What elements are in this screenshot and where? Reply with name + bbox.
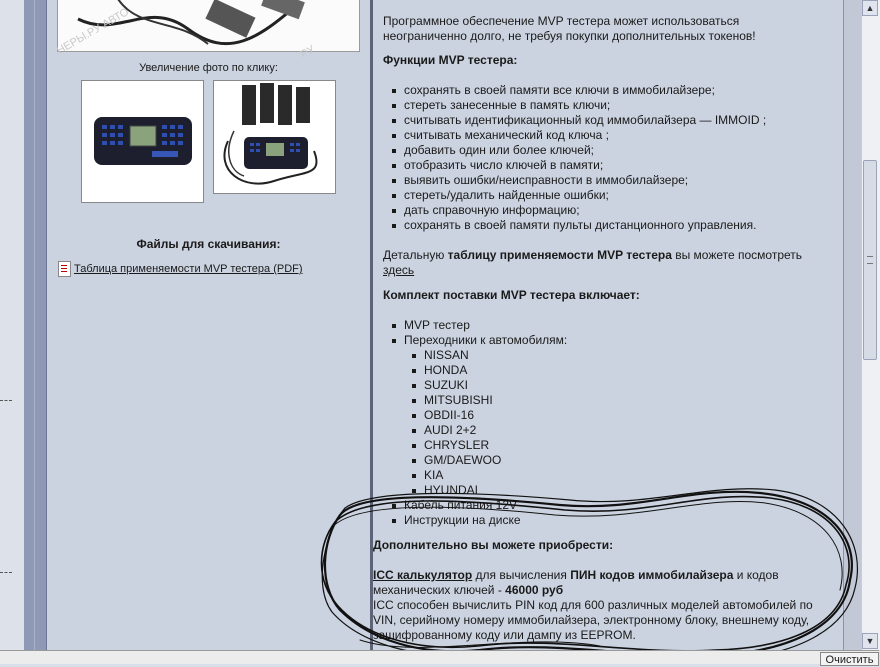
applicability-text-bold: таблицу применяемости MVP тестера	[447, 248, 672, 262]
product-photo-main[interactable]	[54, 0, 360, 61]
list-item: CHRYSLER	[383, 438, 838, 453]
kit-title: Комплект поставки MVP тестера включает:	[383, 288, 640, 302]
list-item: MVP тестер	[383, 318, 838, 333]
list-item: сохранять в своей памяти все ключи в иммобилайзере;	[383, 83, 838, 98]
photo-caption: Увеличение фото по клику:	[139, 62, 278, 74]
list-item: HONDA	[383, 363, 838, 378]
intro-paragraph	[383, 14, 838, 44]
list-item: стереть/удалить найденные ошибки;	[383, 188, 838, 203]
icc-description-line: VIN, серийному номеру иммобилайзера, электронному блоку, внешнему коду,	[373, 613, 810, 627]
product-thumbnail-1[interactable]	[81, 80, 204, 203]
icc-paragraph	[373, 568, 838, 643]
list-item: дать справочную информацию;	[383, 203, 838, 218]
page-margin	[0, 0, 24, 650]
tester-device-image	[82, 81, 203, 202]
svg-text:РУ: РУ	[298, 43, 317, 61]
list-item: NISSAN	[383, 348, 838, 363]
kit-list	[383, 318, 838, 528]
intro-line-1: Программное обеспечение MVP тестера может использоваться	[383, 14, 740, 28]
list-item: добавить один или более ключей;	[383, 143, 838, 158]
list-item: считывать механический код ключа ;	[383, 128, 838, 143]
icc-calculator-link[interactable]: ICC калькулятор	[373, 568, 473, 582]
list-item: AUDI 2+2	[383, 423, 838, 438]
list-item: отобразить число ключей в памяти;	[383, 158, 838, 173]
list-item: OBDII-16	[383, 408, 838, 423]
list-item: SUZUKI	[383, 378, 838, 393]
cable-photo-image	[54, 0, 359, 61]
product-thumbnail-2[interactable]	[213, 80, 336, 194]
right-decorative-band	[843, 0, 862, 650]
left-decorative-band	[24, 0, 47, 650]
icc-text: для вычисления	[472, 568, 571, 582]
margin-dash-mark	[0, 572, 12, 573]
icc-description-line: ICC способен вычислить PIN код для 600 различных моделей автомобилей по	[373, 598, 813, 612]
applicability-text: вы можете посмотреть	[671, 248, 803, 262]
list-item: HYUNDAI	[383, 483, 838, 498]
applicability-here-link[interactable]: здесь	[383, 263, 415, 277]
margin-dash-mark	[0, 400, 12, 401]
clear-button[interactable]: Очистить	[820, 652, 879, 666]
icc-description-line: зашифрованному коду или дампу из EEPROM.	[373, 628, 636, 642]
applicability-paragraph	[383, 248, 838, 278]
watermark-text: НЕРЫ.РУ АВТО	[54, 6, 132, 58]
tester-kit-image	[214, 81, 335, 193]
list-item: выявить ошибки/неисправности в иммобилайзере;	[383, 173, 838, 188]
list-item: стереть занесенные в память ключи;	[383, 98, 838, 113]
list-item: MITSUBISHI	[383, 393, 838, 408]
functions-title: Функции MVP тестера:	[383, 53, 518, 67]
icc-text: и кодов	[733, 568, 779, 582]
list-item: KIA	[383, 468, 838, 483]
list-item: Инструкции на диске	[383, 513, 838, 528]
functions-list	[383, 83, 838, 233]
arrow-down-icon[interactable]: ▼	[862, 633, 878, 649]
applicability-table-pdf-link[interactable]: Таблица применяемости MVP тестера (PDF)	[74, 263, 303, 275]
intro-line-2: неограниченно долго, не требуя покупки дополнительных токенов!	[383, 29, 756, 43]
adapters-list	[383, 348, 838, 498]
list-item: Кабель питания 12V	[383, 498, 838, 513]
extra-title: Дополнительно вы можете приобрести:	[373, 538, 614, 552]
downloads-title: Файлы для скачивания:	[136, 237, 281, 251]
status-bar	[0, 650, 879, 664]
list-item: считывать идентификационный код иммобилайзера — IMMOID ;	[383, 113, 838, 128]
list-item: GM/DAEWOO	[383, 453, 838, 468]
icc-price: 46000 руб	[505, 583, 564, 597]
arrow-up-icon[interactable]: ▲	[862, 0, 878, 16]
list-item: Переходники к автомобилям:	[383, 333, 838, 348]
pdf-file-icon	[58, 261, 71, 277]
scrollbar-grip-icon	[867, 256, 873, 264]
applicability-text: Детальную	[383, 248, 448, 262]
icc-text-bold: ПИН кодов иммобилайзера	[570, 568, 734, 582]
list-item: сохранять в своей памяти пульты дистанционного управления.	[383, 218, 838, 233]
icc-text: механических ключей -	[373, 583, 506, 597]
